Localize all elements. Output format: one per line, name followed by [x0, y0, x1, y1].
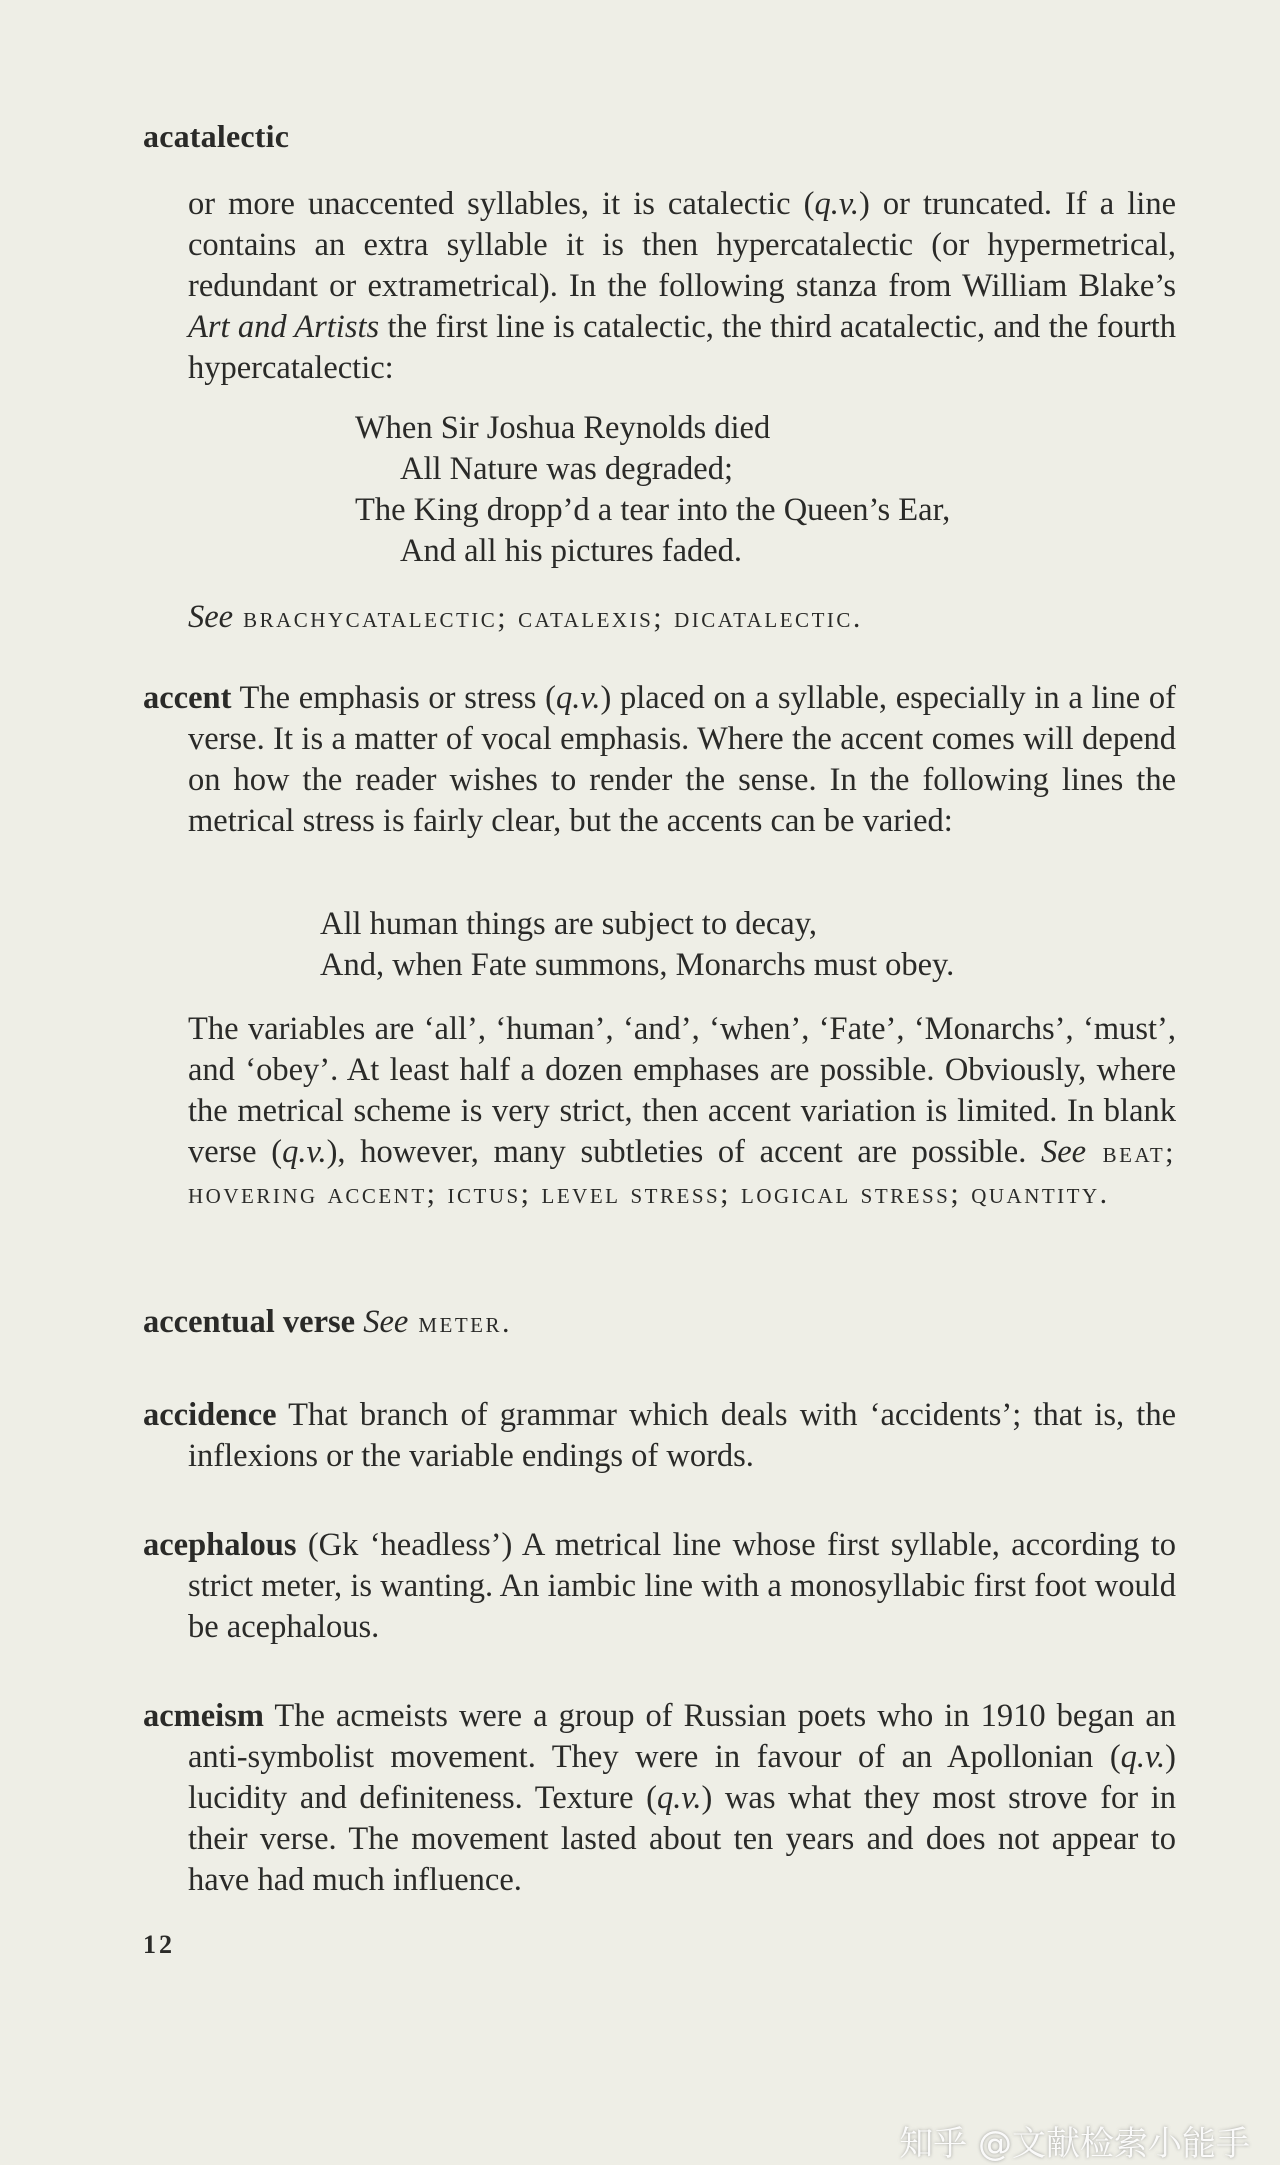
verse-line: The King dropp’d a tear into the Queen’s Ear,: [355, 492, 951, 528]
watermark: 知乎 @文献检索小能手: [899, 2124, 1250, 2164]
entry-acatalectic-continuation: [188, 184, 1176, 389]
entry-text: ), however, many subtleties of accent are possible.: [326, 1134, 1041, 1170]
see-label: See: [363, 1304, 409, 1340]
verse-quotation-accent: [320, 904, 954, 986]
entry-text: the first line is catalectic, the third acatalectic, and the fourth hypercatalectic:: [188, 309, 1177, 386]
verse-quotation-blake: [355, 408, 950, 572]
cross-reference-qv: q.v.: [555, 680, 601, 716]
entry-text: That branch of grammar which deals with ‘accidents’; that is, the inflexions or the variable endings of words.: [188, 1397, 1176, 1474]
entry-accidence: [143, 1395, 1176, 1477]
verse-line: And all his pictures faded.: [400, 533, 743, 569]
verse-line: And, when Fate summons, Monarchs must obey.: [320, 947, 955, 983]
headword: acmeism: [143, 1698, 264, 1734]
entry-text: (Gk ‘headless’) A metrical line whose first syllable, according to strict meter, is wanting. An iambic line with a monosyllabic first foot would be acephalous.: [188, 1527, 1176, 1645]
page-number: 12: [143, 1930, 175, 1959]
see-label: See: [188, 599, 234, 635]
headword: accent: [143, 680, 232, 716]
see-also-acatalectic: [188, 597, 1176, 638]
see-references: beat; hovering accent; ictus; level stress; logical stress; quantity.: [188, 1136, 1176, 1210]
headword: accentual verse: [143, 1304, 356, 1340]
see-label: See: [1041, 1134, 1087, 1170]
entry-text: The variables are ‘all’, ‘human’, ‘and’, ‘when’, ‘Fate’, ‘Monarchs’, ‘must’, and ‘obey’. At least half a dozen emphases are possible. Obviously, where the metrical scheme is very strict, then accent variation is limited. In blank verse (: [188, 1011, 1176, 1170]
entry-accent-continuation: [188, 1009, 1176, 1214]
entry-text: ) or truncated. If a line contains an extra syllable it is then hypercatalectic (or hypermetrical, redundant or extrametrical). In the following stanza from William Blake’s: [188, 186, 1177, 304]
verse-line: All human things are subject to decay,: [320, 906, 817, 942]
entry-acmeism: [143, 1696, 1176, 1901]
entry-accent: [143, 678, 1176, 842]
work-title: Art and Artists: [188, 309, 380, 345]
entry-text: ) was what they most strove for in their verse. The movement lasted about ten years and does not appear to have had much influence.: [188, 1780, 1176, 1898]
cross-reference-qv: q.v.: [656, 1780, 702, 1816]
see-references: brachycatalectic; catalexis; dicatalectic.: [233, 601, 863, 634]
headword: accidence: [143, 1397, 277, 1433]
verse-line: When Sir Joshua Reynolds died: [355, 410, 771, 446]
entry-text: The acmeists were a group of Russian poets who in 1910 began an anti-symbolist movement. They were in favour of an Apollonian (: [188, 1698, 1176, 1775]
cross-reference-qv: q.v.: [1120, 1739, 1166, 1775]
running-head: acatalectic: [143, 118, 290, 154]
entry-acephalous: [143, 1525, 1176, 1648]
verse-line: All Nature was degraded;: [400, 451, 733, 487]
entry-text: ) placed on a syllable, especially in a line of verse. It is a matter of vocal emphasis. Where the accent comes will depend on how the reader wishes to render the sense. In the following lines the metrical stress is fairly clear, but the accents can be varied:: [188, 680, 1176, 839]
entry-text: The emphasis or stress (: [231, 680, 556, 716]
cross-reference-qv: q.v.: [282, 1134, 327, 1170]
see-references: meter.: [408, 1306, 512, 1339]
entry-text: or more unaccented syllables, it is catalectic (: [188, 186, 815, 222]
cross-reference-qv: q.v.: [814, 186, 859, 222]
entry-text: ) lucidity and definiteness. Texture (: [188, 1739, 1176, 1816]
entry-accentual-verse: [143, 1302, 1176, 1343]
headword: acephalous: [143, 1527, 297, 1563]
